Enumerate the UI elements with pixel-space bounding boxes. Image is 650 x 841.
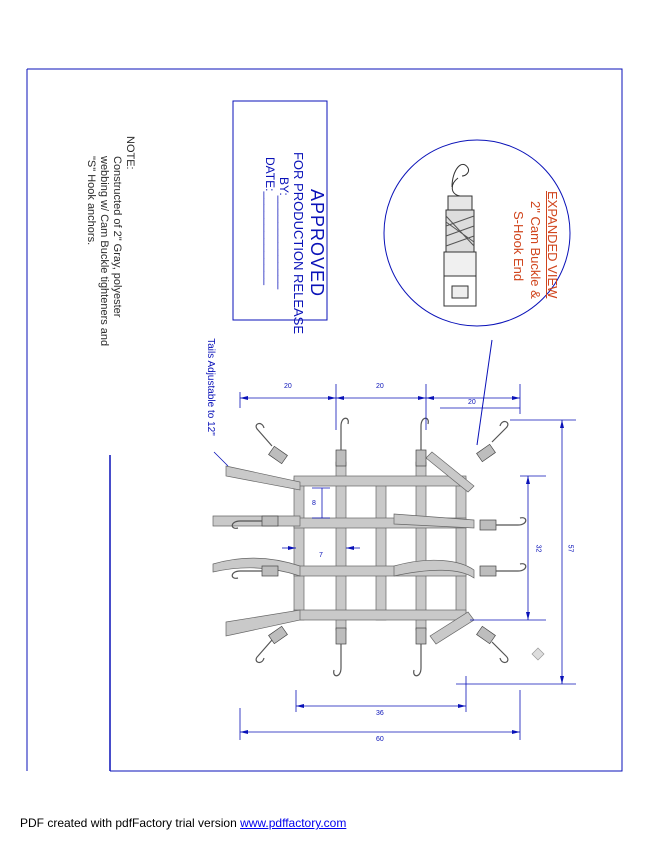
- expanded-buckle-illustration: [444, 164, 476, 306]
- pdffactory-link[interactable]: www.pdffactory.com: [240, 816, 347, 830]
- net-webbing: [213, 452, 474, 644]
- note-line-3: "S" Hook anchors.: [85, 156, 97, 246]
- tails-adjustable-note: Tails Adjustable to 12": [205, 338, 216, 436]
- dim-label-57: 57: [566, 544, 574, 553]
- dim-label-20-right: 20: [468, 399, 476, 406]
- pdf-footer: [20, 816, 346, 830]
- footer-prefix: PDF created with pdfFactory trial version: [20, 816, 241, 830]
- expanded-view-line-2: 2" Cam Buckle &: [528, 201, 543, 299]
- construction-note: [80, 136, 136, 406]
- dim-label-7: 7: [319, 552, 323, 559]
- expanded-view-title: EXPANDED VIEW: [545, 191, 560, 299]
- tail-note-leader: [214, 452, 228, 466]
- dim-label-20-left: 20: [284, 383, 292, 390]
- note-line-2: webbing w/ Cam Buckle tighteners and: [98, 156, 110, 347]
- note-line-1: Constructed of 2" Gray, polyester: [111, 156, 123, 318]
- approved-stamp: [233, 133, 327, 353]
- dim-label-32: 32: [534, 544, 542, 553]
- expanded-view-line-3: S-Hook End: [511, 211, 526, 282]
- approved-release-line: FOR PRODUCTION RELEASE: [291, 151, 306, 335]
- note-label: NOTE:: [124, 136, 136, 170]
- center-marker: [532, 648, 544, 660]
- dimension-lines: [240, 384, 576, 740]
- approved-title: APPROVED: [307, 188, 327, 298]
- dim-label-20-middle: 20: [376, 383, 384, 390]
- dim-label-36: 36: [376, 710, 384, 717]
- dim-label-8: 8: [312, 500, 316, 507]
- dim-label-60: 60: [376, 736, 384, 743]
- expanded-view-label: [507, 191, 561, 321]
- approved-by-line: BY:______________: [277, 177, 291, 290]
- approved-date-line: DATE:______________: [263, 157, 277, 285]
- callout-leader: [477, 340, 492, 445]
